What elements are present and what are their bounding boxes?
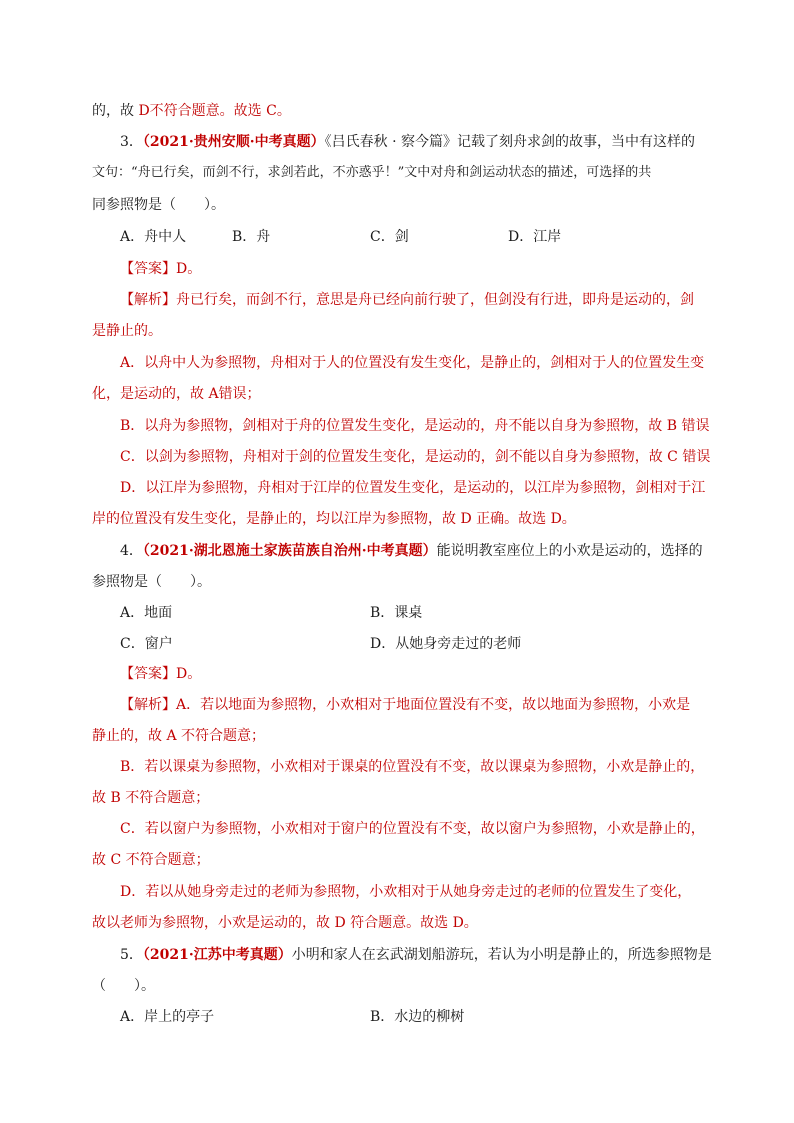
question-text-line: 同参照物是（ ）。 [92, 197, 225, 213]
question-source: （2021·贵州安顺·中考真题） [142, 134, 325, 150]
question-number: 5． [120, 947, 143, 963]
option-d: D．从她身旁走过的老师 [370, 636, 522, 652]
analysis-line: D．以江岸为参照物，舟相对于江岸的位置发生变化，是运动的，以江岸为参照物，剑相对于江 [120, 480, 706, 496]
analysis-line: 故 C 不符合题意； [92, 852, 210, 868]
text: 的，故 [92, 103, 139, 119]
analysis-line: 故 B 不符合题意； [92, 790, 210, 806]
option-b: B．水边的柳树 [370, 1009, 465, 1025]
question-source: （2021·湖北恩施土家族苗族自治州·中考真题） [142, 543, 437, 559]
option-c: C．窗户 [120, 636, 173, 652]
highlight-text: D不符合题意。故选 C。 [138, 103, 291, 119]
analysis-text: A．若以地面为参照物，小欢相对于地面位置没有不变，故以地面为参照物，小欢是 [176, 697, 691, 713]
question-source: （2021·江苏中考真题） [142, 947, 292, 963]
option-b: B．舟 [232, 229, 271, 245]
analysis-line [120, 695, 690, 715]
analysis-label: 【解析】 [120, 697, 176, 713]
analysis-line: 静止的，故 A 不符合题意； [92, 728, 266, 744]
option-c: C．剑 [370, 229, 409, 245]
answer-label: 【答案】 [120, 666, 176, 682]
option-d: D．江岸 [508, 229, 562, 245]
answer [120, 664, 201, 684]
analysis-line: C．若以窗户为参照物，小欢相对于窗户的位置没有不变，故以窗户为参照物，小欢是静止的， [120, 821, 705, 837]
analysis-line: D．若以从她身旁走过的老师为参照物，小欢相对于从她身旁走过的老师的位置发生了变化， [120, 884, 692, 900]
analysis-line: 是静止的。 [92, 323, 162, 339]
question-text: 能说明教室座位上的小欢是运动的，选择的 [436, 543, 703, 559]
analysis-line: 化，是运动的，故 A错误； [92, 386, 261, 402]
analysis-line: C．以剑为参照物，舟相对于剑的位置发生变化，是运动的，剑不能以自身为参照物，故 C 错误 [120, 449, 711, 465]
question-text-line: 参照物是（ ）。 [92, 574, 211, 590]
question-3-stem [120, 132, 695, 152]
text-line [92, 101, 291, 121]
analysis-line: B．以舟为参照物，剑相对于舟的位置发生变化，是运动的，舟不能以自身为参照物，故 B 错误 [120, 418, 710, 434]
question-4-stem [120, 541, 703, 561]
option-b: B．课桌 [370, 605, 423, 621]
option-a: A．舟中人 [120, 229, 187, 245]
question-text: 小明和家人在玄武湖划船游玩，若认为小明是静止的，所选参照物是 [291, 947, 712, 963]
question-5-stem [120, 945, 712, 965]
answer [120, 259, 201, 279]
analysis-line: B．若以课桌为参照物，小欢相对于课桌的位置没有不变，故以课桌为参照物，小欢是静止的， [120, 759, 705, 775]
question-text-line: （ ）。 [92, 978, 155, 994]
question-number: 3． [120, 134, 143, 150]
question-text-line: 文句：“舟已行矣，而剑不行，求剑若此，不亦惑乎！”文中对舟和剑运动状态的描述，可选择的共 [92, 165, 652, 180]
option-a: A．岸上的亭子 [120, 1009, 215, 1025]
analysis-line: A．以舟中人为参照物，舟相对于人的位置没有发生变化，是静止的，剑相对于人的位置发生变 [120, 355, 705, 371]
answer-value: D。 [176, 666, 202, 682]
answer-value: D。 [176, 261, 202, 277]
question-number: 4． [120, 543, 143, 559]
analysis-line: 故以老师为参照物，小欢是运动的，故 D 符合题意。故选 D。 [92, 915, 478, 931]
answer-label: 【答案】 [120, 261, 176, 277]
analysis-line: 岸的位置没有发生变化，是静止的，均以江岸为参照物，故 D 正确。故选 D。 [92, 511, 576, 527]
analysis-label: 【解析】 [120, 292, 176, 308]
option-a: A．地面 [120, 605, 173, 621]
analysis-text: 舟已行矣，而剑不行，意思是舟已经向前行驶了，但剑没有行进，即舟是运动的，剑 [176, 292, 694, 308]
analysis-line [120, 290, 694, 310]
question-text: 《吕氏春秋 · 察今篇》记载了刻舟求剑的故事，当中有这样的 [324, 134, 695, 150]
